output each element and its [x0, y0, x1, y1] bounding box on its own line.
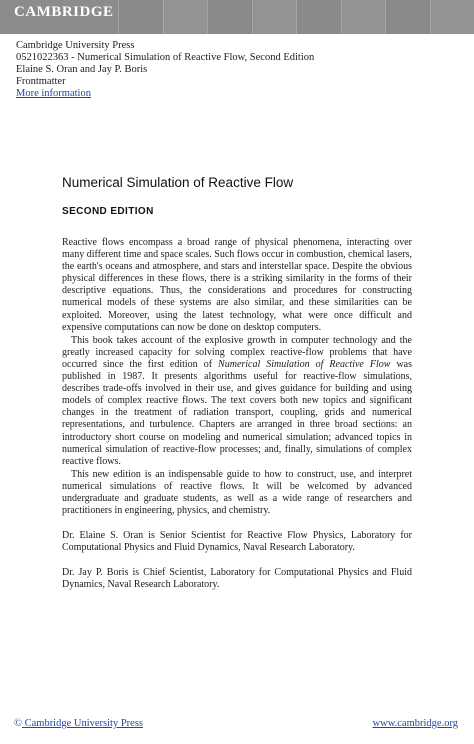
description-paragraph-3: This new edition is an indispensable guide to how to construct, use, and interpret numerical simulations of reactive flows. It will be welcomed by advanced undergraduate and graduate students, as well as a wide range of researchers and practitioners in engineering, physics, and chemistry. [62, 468, 412, 517]
book-heading [62, 175, 414, 217]
copyright-label: Cambridge University Press [24, 718, 144, 729]
book-title: Numerical Simulation of Reactive Flow [62, 175, 294, 190]
banner-pattern [118, 0, 474, 34]
copyright-link[interactable] [14, 718, 143, 729]
isbn-title-line: 0521022363 - Numerical Simulation of Reactive Flow, Second Edition [16, 52, 315, 63]
cambridge-logo: CAMBRIDGE [14, 4, 114, 20]
book-description [62, 237, 412, 592]
book-title-italic: Numerical Simulation of Reactive Flow [218, 358, 391, 370]
copyright-icon: © [14, 718, 22, 729]
more-information-link[interactable]: More information [16, 88, 91, 99]
authors-line: Elaine S. Oran and Jay P. Boris [16, 64, 148, 75]
author-bio-boris: Dr. Jay P. Boris is Chief Scientist, Laboratory for Computational Physics and Fluid Dynamics, Naval Research Laboratory. [62, 567, 412, 591]
website-link[interactable]: www.cambridge.org [372, 718, 458, 729]
cambridge-banner [0, 0, 474, 34]
book-edition: SECOND EDITION [62, 206, 154, 217]
description-paragraph-2: This book takes account of the explosive growth in computer technology and the greatly increased capacity for solving complex reactive-flow problems that have occurred since the first edition of Numerical Simulation of Reactive Flow was published in 1987. It presents algorithms useful for reactive-flow simulations, describes trade-offs involved in their use, and gives guidance for building and using models of complex reactive flows. The text covers both new topics and significant changes in the treatment of radiation transport, coupling, grids and numerical representations, and turbulence. Chapters are arranged in three broad sections: an introductory short course on modeling and numerical simulation; advanced topics in numerical simulation of reactive-flow processes; and, finally, simulations of complex reactive flows. [62, 334, 412, 467]
bibliographic-info [16, 40, 314, 100]
description-paragraph-1: Reactive flows encompass a broad range of physical phenomena, interacting over many different time and space scales. Such flows occur in combustion, chemical lasers, the earth's oceans and atmosphere, and stars and interstellar space. Despite the obvious physical differences in these flows, there is a striking similarity in the forms of their descriptive equations. Thus, the considerations and procedures for constructing numerical models of these systems are also similar, and these similarities can be exploited. Moreover, using the latest technology, what were once difficult and expensive computations can now be done on desktop computers. [62, 237, 412, 333]
author-bio-oran: Dr. Elaine S. Oran is Senior Scientist for Reactive Flow Physics, Laboratory for Computational Physics and Fluid Dynamics, Naval Research Laboratory. [62, 530, 412, 554]
section-line: Frontmatter [16, 76, 66, 87]
publisher-line: Cambridge University Press [16, 40, 135, 51]
